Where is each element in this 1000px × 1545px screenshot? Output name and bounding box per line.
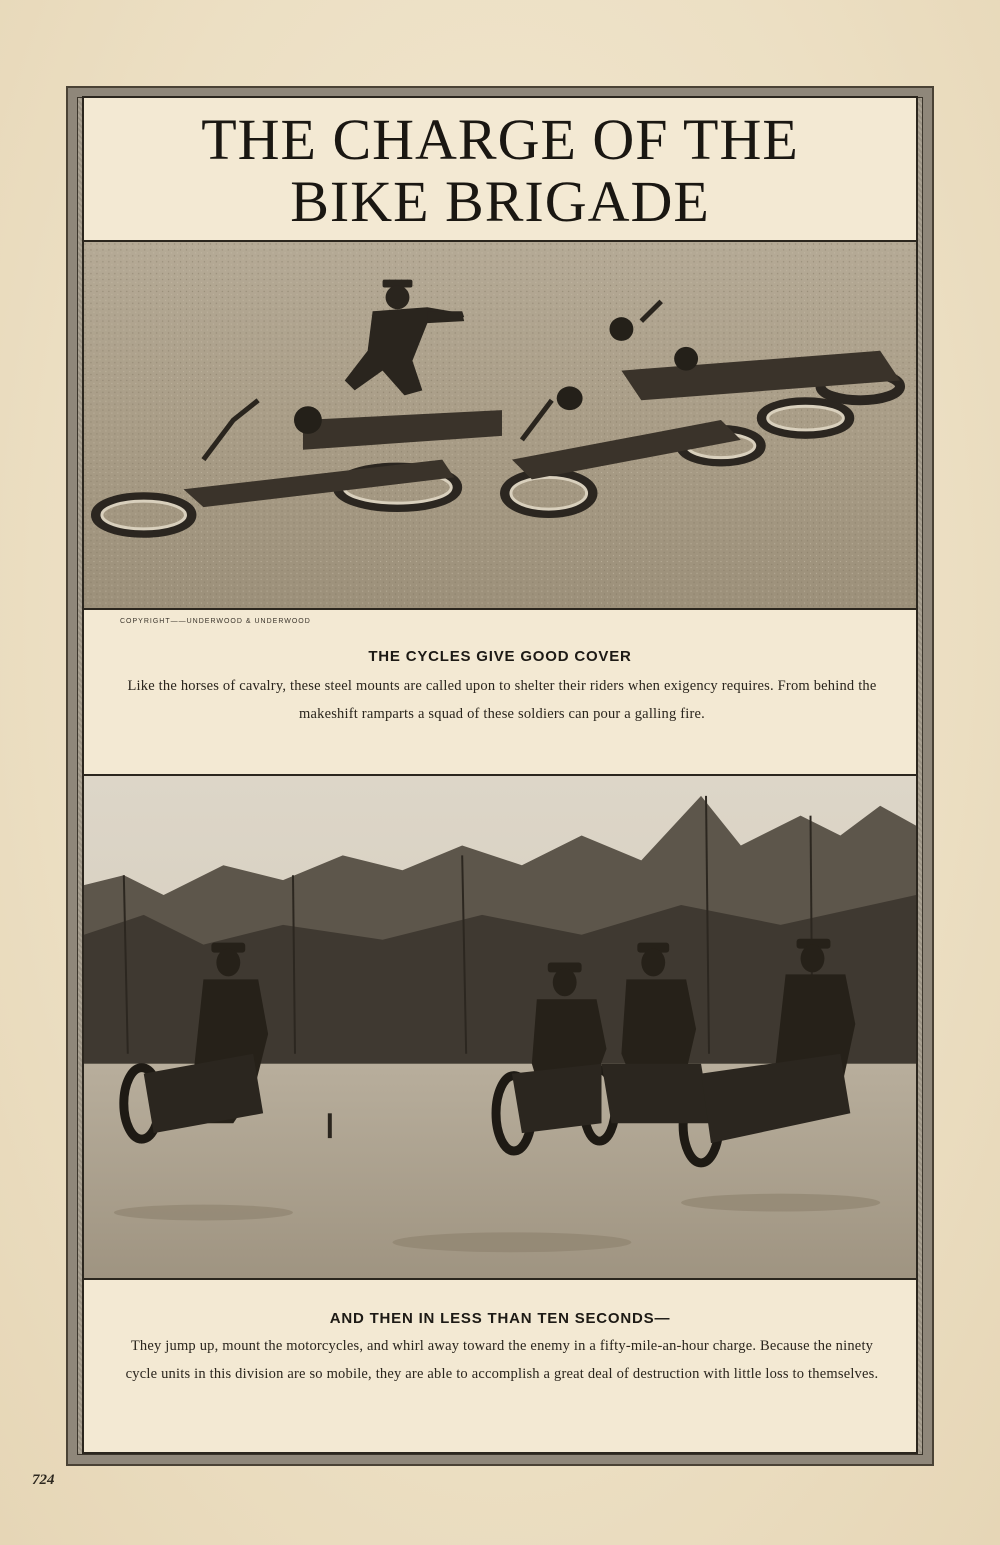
photo-cycles-cover: [82, 240, 918, 610]
photo-cycles-cover-illustration: [84, 242, 916, 608]
caption-text-cycles-cover: Like the horses of cavalry, these steel mounts are called upon to shelter their riders when exigency requires. From behind the makeshift ramparts a squad of these soldiers can pour a galling fire.: [127, 678, 877, 722]
page-title-line-2: BIKE BRIGADE: [290, 169, 710, 234]
photo-motorcycle-charge: [82, 774, 918, 1280]
page-number: 724: [32, 1472, 55, 1488]
title-panel: [82, 96, 918, 242]
caption-heading-motorcycle-charge: AND THEN IN LESS THAN TEN SECONDS—: [329, 1310, 671, 1327]
caption-heading-cycles-cover: THE CYCLES GIVE GOOD COVER: [368, 648, 632, 665]
photo-copyright-credit: COPYRIGHT——UNDERWOOD & UNDERWOOD: [120, 618, 311, 625]
caption-panel-motorcycle-charge: [82, 1278, 918, 1454]
caption-panel-cycles-cover: [82, 608, 918, 776]
caption-text-motorcycle-charge: They jump up, mount the motorcycles, and whirl away toward the enemy in a fifty-mile-an-hour charge. Because the ninety cycle units in this division are so mobile, they are able to accomplish a great deal of destruction with little loss to themselves.: [125, 1338, 879, 1382]
photo-motorcycle-charge-illustration: [84, 776, 916, 1278]
page-title-line-1: THE CHARGE OF THE: [201, 107, 799, 172]
